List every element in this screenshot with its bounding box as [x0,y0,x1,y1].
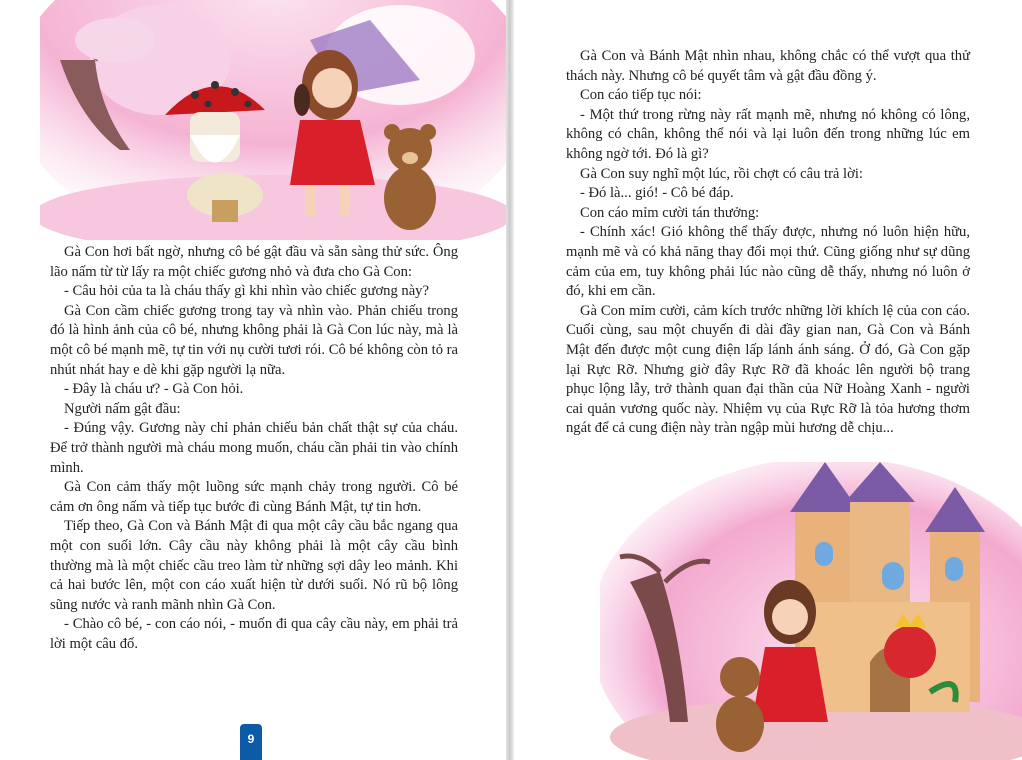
paragraph: - Đây là cháu ư? - Gà Con hỏi. [64,381,244,398]
paragraph: Người nấm gật đầu: [64,400,181,417]
paragraph: Gà Con suy nghĩ một lúc, rồi chợt có câu trả lời: [580,165,863,182]
paragraph: Gà Con và Bánh Mật nhìn nhau, không chắc có thể vượt qua thử thách này. Nhưng cô bé quyết tâm và gật đầu đồng ý. [566,48,970,84]
paragraph: Gà Con hơi bất ngờ, nhưng cô bé gật đầu và sẵn sàng thử sức. Ông lão nấm từ từ lấy ra một chiếc gương nhỏ và đưa cho Gà Con: [50,244,458,280]
paragraph: - Đúng vậy. Gương này chỉ phản chiếu bản chất thật sự của cháu. Để trở thành người mà cháu mong muốn, cháu cần phải tin vào chính mình. [50,420,458,476]
paragraph: Tiếp theo, Gà Con và Bánh Mật đi qua một cây cầu bắc ngang qua một con suối lớn. Cây cầu này không phải là một cây cầu bình thường mà là một chiếc cầu treo làm từ những sợi dây leo mảnh. Khi cả hai bước lên, một con cáo xuất hiện từ dưới suối. Nó rũ bộ lông sũng nước và ranh mãnh nhìn Gà Con. [50,518,458,613]
paragraph: - Đó là... gió! - Cô bé đáp. [580,185,734,202]
paragraph: - Chào cô bé, - con cáo nói, - muốn đi qua cây cầu này, em phải trả lời một câu đố. [50,616,458,652]
mushroom-mirror-illustration [40,0,506,240]
left-page-text [50,243,458,654]
page-number: 9 [240,724,262,760]
castle-illustration [600,462,1022,760]
paragraph: - Câu hỏi của ta là cháu thấy gì khi nhìn vào chiếc gương này? [64,283,429,300]
paragraph: - Một thứ trong rừng này rất mạnh mẽ, nhưng nó không có lông, không có chân, không thể nói và lại luôn đến trong những lúc em không ngờ tới. Đó là gì? [566,106,970,162]
left-page [0,0,506,760]
book-gutter [506,0,514,760]
paragraph: Gà Con mỉm cười, cảm kích trước những lời khích lệ của con cáo. Cuối cùng, sau một chuyến đi dài đầy gian nan, Gà Con và Bánh Mật đến được một cung điện lấp lánh ánh sáng. Ở đó, Gà Con gặp lại Rực Rỡ. Nhưng giờ đây Rực Rỡ đã khoác lên người bộ trang phục lộng lẫy, trở thành quan đại thần của Nữ Hoàng Xanh - người cai quản vương quốc này. Nhiệm vụ của Rực Rỡ là tỏa hương thơm ngát để cả cung điện này tràn ngập mùi hương dễ chịu... [566,302,970,437]
paragraph: Gà Con cầm chiếc gương trong tay và nhìn vào. Phản chiếu trong đó là hình ảnh của cô bé, nhưng không phải là Gà Con lúc này, mà là một cô bé mạnh mẽ, tự tin với nụ cười tươi rói. Cô bé không còn tỏ ra nhút nhát hay e dè khi gặp người lạ nữa. [50,302,459,378]
paragraph: - Chính xác! Gió không thể thấy được, nhưng nó luôn hiện hữu, mạnh mẽ và có khả năng thay đổi mọi thứ. Cũng giống như sự dũng cảm của em, tuy không phải lúc nào cũng dễ thấy, nhưng nó luôn ở đó, khi em cần. [566,224,970,300]
paragraph: Gà Con cảm thấy một luồng sức mạnh chảy trong người. Cô bé cảm ơn ông nấm và tiếp tục bước đi cùng Bánh Mật, tự tin hơn. [50,479,458,515]
right-page-text [566,47,970,439]
paragraph: Con cáo mỉm cười tán thưởng: [580,204,760,221]
paragraph: Con cáo tiếp tục nói: [580,87,702,104]
